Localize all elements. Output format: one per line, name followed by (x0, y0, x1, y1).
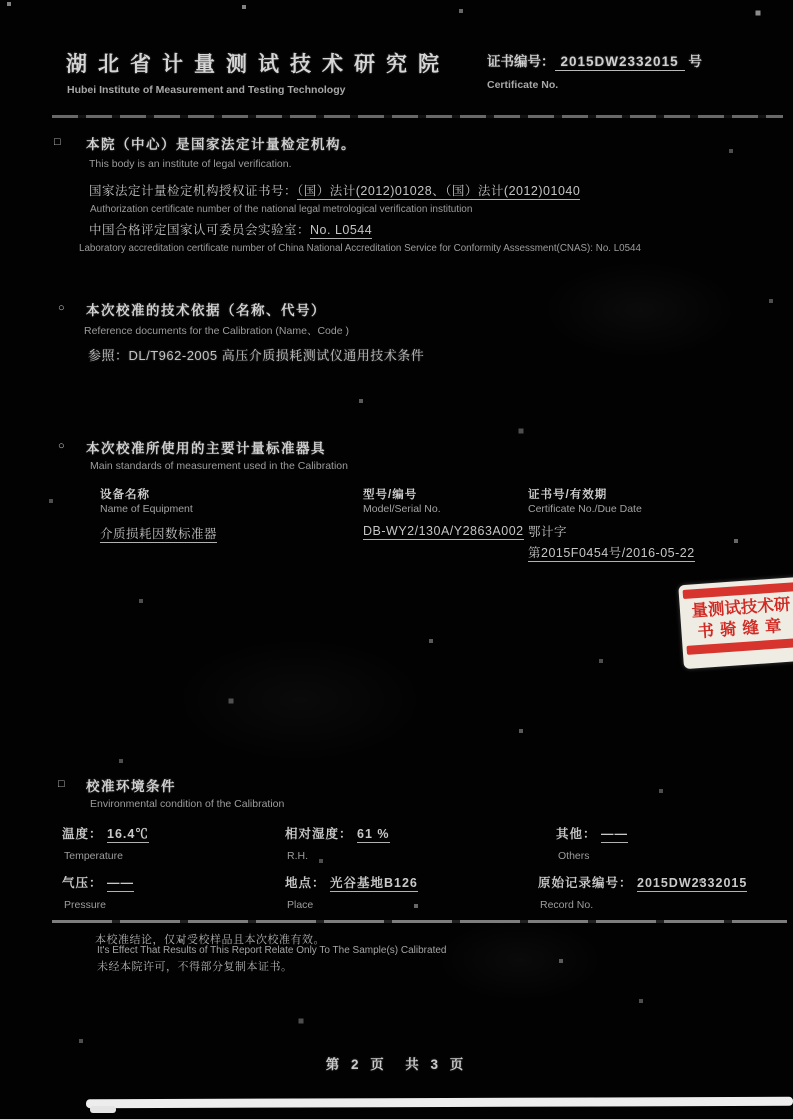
equipment-model-value: DB-WY2/130A/Y2863A002 (363, 524, 524, 538)
col-header-model-cn: 型号/编号 (363, 489, 418, 501)
place-value: 光谷基地B126 (330, 876, 418, 890)
equipment-certificate-prefix: 鄂计字 (528, 525, 568, 539)
notes-divider (52, 920, 787, 923)
section-standards-title-cn: 本次校准所使用的主要计量标准器具 (86, 441, 326, 456)
equipment-certificate-value: 第2015F0454号/2016-05-22 (528, 546, 695, 560)
page-number: 第 2 页 共 3 页 (325, 1057, 468, 1072)
note-copy-restriction-cn: 未经本院许可，不得部分复制本证书。 (97, 961, 293, 973)
section-reference-title-cn: 本次校准的技术依据（名称、代号） (86, 303, 326, 318)
equipment-name-value: 介质损耗因数标准器 (100, 527, 218, 541)
pressure-label-en: Pressure (64, 899, 107, 911)
certificate-number-row (487, 50, 702, 70)
section-legal-title-cn: 本院（中心）是国家法定计量检定机构。 (86, 137, 356, 152)
temperature-value: 16.4℃ (107, 827, 149, 841)
cnas-accreditation-en: Laboratory accreditation certificate number of China National Accreditation Service for Conformity Assessment(CNAS): No. L0544 (79, 243, 641, 254)
certificate-number-label-cn: 证书编号： (487, 54, 555, 69)
temperature-field: 温度： 16.4℃ (62, 827, 149, 841)
others-value: —— (601, 827, 628, 841)
cnas-accreditation-value: No. L0544 (310, 223, 373, 237)
header-divider (52, 115, 783, 118)
stamp-text-line2: 书骑缝章 (696, 615, 788, 641)
certificate-number-value: 2015DW2332015 (555, 54, 685, 71)
humidity-field: 相对湿度： 61 % (285, 827, 390, 841)
scan-edge-blob (90, 1106, 116, 1113)
authorization-certificate-line (89, 181, 580, 199)
temperature-label-en: Temperature (64, 850, 123, 862)
others-field: 其他： —— (556, 827, 628, 841)
paging-seal-stamp (678, 577, 793, 669)
certificate-number-block (487, 50, 702, 91)
certificate-number-label-en: Certificate No. (487, 79, 559, 91)
section-environment-bullet-icon: □ (58, 778, 65, 790)
stamp-text-line1: 量测试技术研 (690, 594, 791, 621)
cnas-accreditation-label: 中国合格评定国家认可委员会实验室： (89, 223, 311, 237)
section-reference-title-en: Reference documents for the Calibration (Name、Code ) (84, 325, 349, 337)
pressure-value: —— (107, 876, 134, 890)
place-field: 地点： 光谷基地B126 (285, 876, 418, 890)
section-legal-title-en: This body is an institute of legal verification. (89, 158, 292, 170)
section-reference-bullet-icon: ○ (58, 302, 65, 314)
section-environment-title-cn: 校准环境条件 (86, 779, 176, 794)
record-number-field: 原始记录编号： 2015DW2332015 (538, 876, 748, 890)
certificate-number-suffix: 号 (688, 54, 702, 69)
col-header-equipment-en: Name of Equipment (100, 503, 193, 515)
humidity-label-en: R.H. (287, 850, 308, 862)
institute-name-en: Hubei Institute of Measurement and Testing Technology (67, 84, 346, 96)
pressure-field: 气压： —— (62, 876, 134, 890)
authorization-certificate-en: Authorization certificate number of the national legal metrological verification institution (90, 204, 473, 215)
section-legal-bullet-icon: □ (54, 136, 61, 148)
col-header-certificate-en: Certificate No./Due Date (528, 503, 642, 515)
col-header-equipment-cn: 设备名称 (100, 489, 150, 501)
record-number-value: 2015DW2332015 (637, 876, 748, 890)
note-validity-en: It's Effect That Results of This Report Relate Only To The Sample(s) Calibrated (97, 945, 447, 956)
scan-noise (0, 0, 2, 2)
col-header-certificate-cn: 证书号/有效期 (528, 489, 608, 501)
others-label-en: Others (558, 850, 590, 862)
reference-standard-text: 参照：DL/T962-2005 高压介质损耗测试仪通用技术条件 (88, 348, 425, 363)
institute-name-cn: 湖北省计量测试技术研究院 (66, 53, 450, 76)
authorization-certificate-value: （国）法计(2012)01028、（国）法计(2012)01040 (297, 184, 581, 198)
col-header-model-en: Model/Serial No. (363, 503, 441, 515)
place-label-en: Place (287, 899, 314, 911)
section-standards-title-en: Main standards of measurement used in the Calibration (90, 460, 348, 472)
scan-edge-artifact (86, 1097, 793, 1108)
record-number-label-en: Record No. (540, 899, 594, 911)
note-validity-cn: 本校准结论，仅对受校样品且本次校准有效。 (95, 934, 325, 946)
authorization-certificate-label: 国家法定计量检定机构授权证书号： (89, 184, 298, 198)
section-standards-bullet-icon: ○ (58, 440, 65, 452)
section-environment-title-en: Environmental condition of the Calibration (90, 798, 285, 810)
humidity-value: 61 % (357, 827, 390, 841)
cnas-accreditation-line (89, 220, 372, 238)
